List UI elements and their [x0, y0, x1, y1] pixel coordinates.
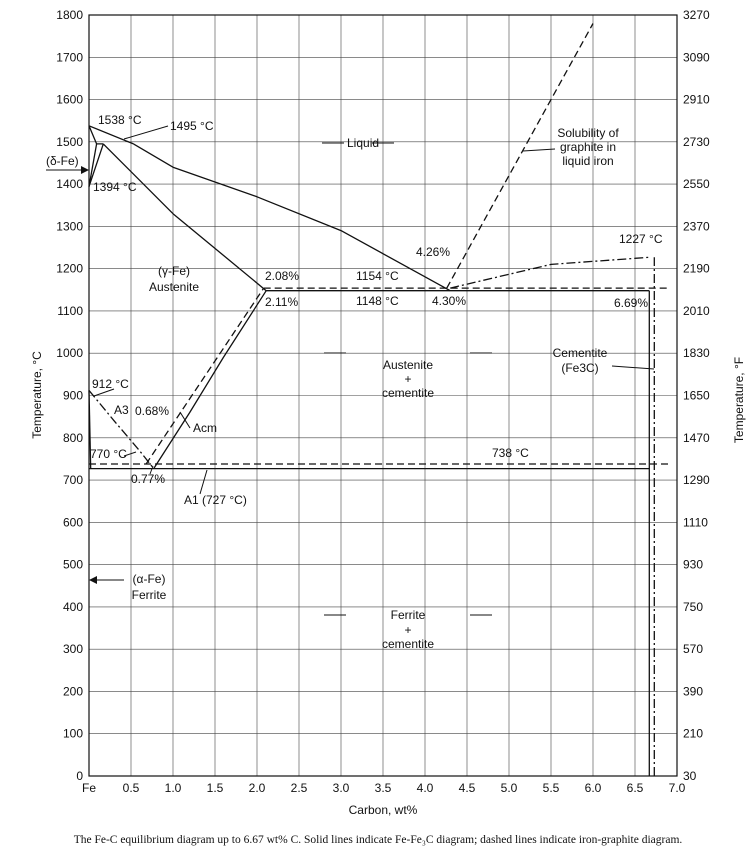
y2-tick-label: 2730: [683, 134, 710, 149]
y2-tick-label: 570: [683, 642, 704, 657]
alpha-arrow-icon: [89, 576, 97, 584]
x-tick-label: 1.5: [206, 781, 224, 795]
y-axis-label: Temperature, °C: [30, 351, 44, 439]
x-tick-label: 7.0: [668, 781, 686, 795]
x-tick-label: 1.0: [164, 781, 182, 795]
label-solubility-1: Solubility of: [557, 126, 619, 140]
leader-1495: [124, 126, 168, 139]
label-austenite: Austenite: [148, 280, 200, 294]
x-axis-label: Carbon, wt%: [348, 803, 418, 817]
label-a1-727: A1 (727 °C): [184, 493, 247, 507]
x-tick-label: 0.5: [122, 781, 140, 795]
y-tick-label: 1100: [57, 303, 83, 318]
y-tick-label: 1400: [56, 177, 83, 192]
curve-graphite-liquidus-right: [450, 257, 649, 288]
y2-tick-label: 1290: [683, 473, 710, 488]
leader-cementite: [612, 366, 654, 369]
label-austenite-cementite-plus: +: [404, 372, 412, 386]
x-tick-label: 3.5: [374, 781, 392, 795]
y2-tick-label: 2370: [683, 219, 710, 234]
label-austenite-cementite-2: cementite: [381, 386, 435, 400]
label-912: 912 °C: [92, 377, 129, 391]
label-1495: 1495 °C: [170, 119, 214, 133]
y2-tick-label: 930: [683, 557, 704, 572]
label-2-08: 2.08%: [265, 269, 300, 283]
x-tick-label: Fe: [81, 781, 97, 795]
label-alpha-fe: (α-Fe): [132, 572, 166, 586]
y2-tick-label: 3090: [683, 50, 710, 65]
label-fe3c: (Fe3C): [561, 361, 599, 375]
y2-tick-label: 750: [683, 599, 704, 614]
y2-tick-label: 30: [683, 769, 697, 783]
label-1148: 1148 °C: [356, 294, 399, 308]
y-tick-label: 300: [62, 642, 83, 657]
y2-tick-label: 3270: [683, 8, 710, 22]
label-1394: 1394 °C: [93, 180, 137, 194]
label-1154: 1154 °C: [356, 269, 399, 283]
x-tick-label: 6.5: [626, 781, 644, 795]
label-770: 770 °C: [90, 447, 127, 461]
label-ferrite-cementite-2: cementite: [381, 637, 435, 651]
y2-tick-label: 2190: [683, 261, 710, 276]
label-a3: A3: [114, 403, 129, 417]
y2-tick-label: 1650: [683, 388, 710, 403]
label-acm: Acm: [193, 421, 217, 435]
figure-caption: The Fe-C equilibrium diagram up to 6.67 wt% C. Solid lines indicate Fe-Fe₃C diagram; dashed lines indicate iron-graphite diagram.: [73, 834, 683, 846]
x-tick-label: 5.0: [500, 781, 518, 795]
y-tick-label: 200: [62, 684, 83, 699]
label-solubility-3: liquid iron: [562, 154, 614, 168]
label-gamma-fe: (γ-Fe): [158, 264, 190, 278]
label-solubility-2: graphite in: [559, 140, 617, 154]
y-tick-label: 500: [62, 557, 83, 572]
x-tick-label: 4.0: [416, 781, 434, 795]
label-1538: 1538 °C: [98, 113, 142, 127]
y-tick-label: 0: [76, 769, 83, 783]
y2-tick-label: 1110: [683, 515, 708, 530]
y-tick-label: 100: [62, 726, 83, 741]
x-tick-label: 6.0: [584, 781, 602, 795]
y-tick-label: 1300: [56, 219, 83, 234]
y-tick-label: 1000: [56, 346, 83, 361]
label-1227: 1227 °C: [619, 232, 663, 246]
label-ferrite-cementite-plus: +: [404, 623, 412, 637]
label-2-11: 2.11%: [265, 295, 299, 309]
y2-tick-label: 2010: [683, 303, 710, 318]
label-6-69: 6.69%: [614, 296, 649, 310]
y-tick-label: 400: [62, 599, 83, 614]
leader-a1: [200, 470, 207, 494]
x-tick-label: 3.0: [332, 781, 350, 795]
y-tick-label: 1600: [56, 92, 83, 107]
y2-tick-label: 1470: [683, 430, 710, 445]
delta-arrow-icon: [81, 166, 89, 174]
label-0-68: 0.68%: [135, 404, 170, 418]
y2-tick-label: 1830: [683, 346, 710, 361]
label-cementite: Cementite: [552, 346, 608, 360]
y2-axis-label: Temperature, °F: [732, 356, 746, 444]
label-liquid: Liquid: [347, 136, 380, 150]
y-tick-label: 600: [62, 515, 83, 530]
leader-solubility: [523, 149, 555, 151]
y-tick-label: 1700: [56, 50, 83, 65]
label-ferrite-cementite-1: Ferrite: [390, 608, 426, 622]
x-tick-label: 2.5: [290, 781, 308, 795]
x-tick-label: 4.5: [458, 781, 476, 795]
y2-tick-label: 210: [683, 726, 704, 741]
y-tick-label: 900: [62, 388, 83, 403]
y-tick-label: 700: [62, 473, 83, 488]
label-4-30: 4.30%: [432, 294, 467, 308]
y-tick-label: 1500: [56, 134, 83, 149]
label-austenite-cementite-1: Austenite: [382, 358, 434, 372]
curve-Acm: [154, 291, 267, 469]
label-738: 738 °C: [492, 446, 529, 460]
y-tick-label: 1800: [56, 8, 83, 22]
y2-tick-label: 2550: [683, 177, 710, 192]
label-4-26: 4.26%: [416, 245, 451, 259]
y2-tick-label: 2910: [683, 92, 710, 107]
annotations: [46, 113, 663, 651]
y-tick-label: 800: [62, 430, 83, 445]
y2-tick-label: 390: [683, 684, 704, 699]
label-0-77: 0.77%: [131, 472, 166, 486]
x-tick-label: 2.0: [248, 781, 266, 795]
x-tick-label: 5.5: [542, 781, 560, 795]
y-tick-label: 1200: [56, 261, 83, 276]
label-delta-fe: (δ-Fe): [46, 154, 79, 168]
label-ferrite: Ferrite: [131, 588, 167, 602]
